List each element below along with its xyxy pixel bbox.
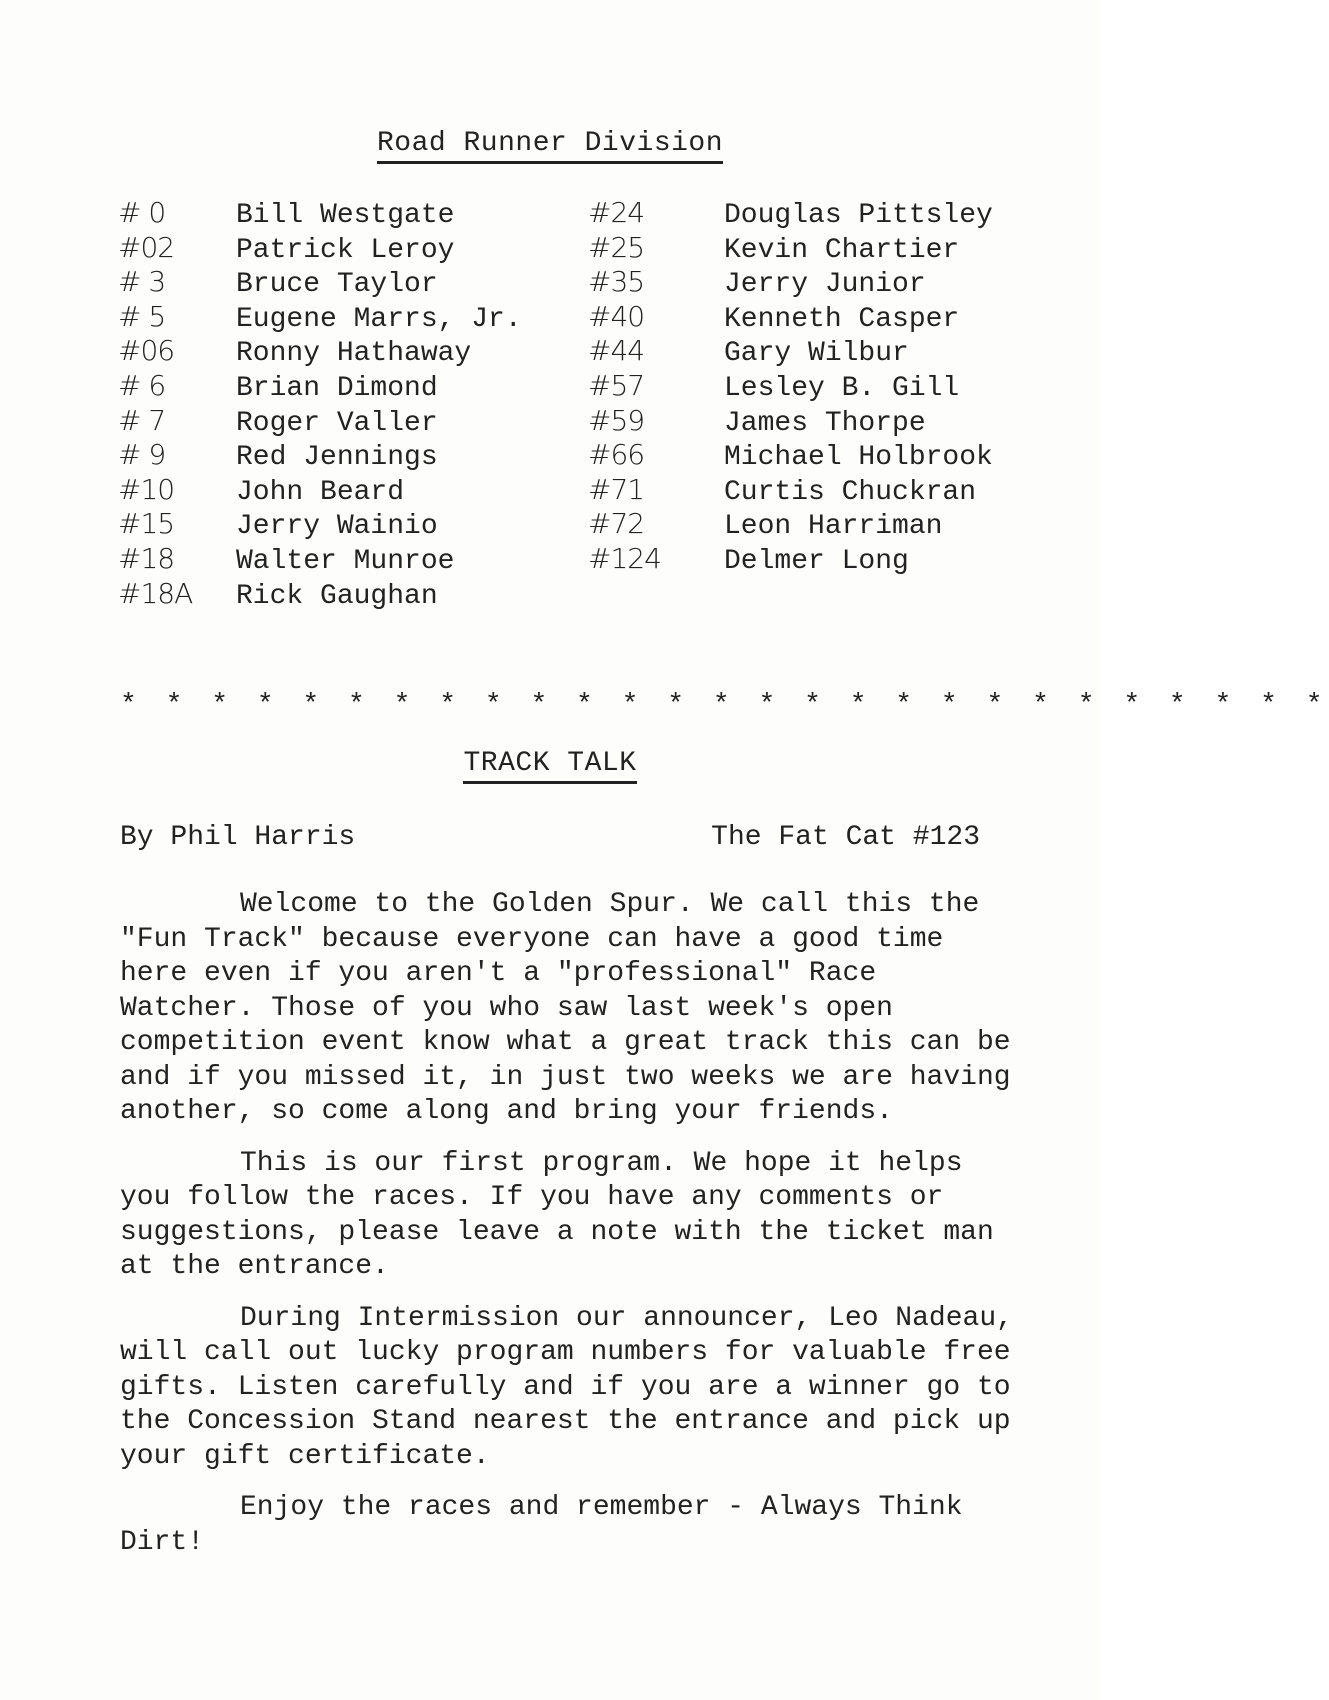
driver-name: Lesley B. Gill	[724, 372, 960, 404]
roster-entry	[588, 369, 993, 404]
driver-name: Curtis Chuckran	[724, 476, 977, 508]
driver-name: James Thorpe	[724, 407, 926, 439]
car-number: #18	[118, 541, 175, 575]
roster-entry	[118, 265, 522, 300]
car-number: #02	[118, 230, 175, 264]
driver-name: Bill Westgate	[236, 200, 455, 231]
car-number: #66	[588, 438, 645, 472]
car-number: #40	[588, 299, 645, 333]
car-number: # 7	[118, 403, 166, 437]
driver-name: Bruce Taylor	[236, 269, 438, 301]
car-number: #15	[118, 507, 175, 541]
roster-entry	[118, 542, 522, 577]
car-number: # 9	[118, 438, 166, 472]
roster-entry	[588, 231, 993, 266]
roster-entry	[118, 438, 522, 473]
driver-name: Rick Gaughan	[236, 580, 438, 612]
driver-name: Eugene Marrs, Jr.	[236, 303, 522, 335]
driver-name: Douglas Pittsley	[724, 200, 993, 231]
track-talk-article	[120, 888, 1020, 1577]
car-number: #71	[588, 472, 645, 506]
car-number: #18A	[118, 576, 193, 610]
roster-entry	[588, 334, 993, 369]
roster-right-column	[588, 196, 993, 577]
driver-name: John Beard	[236, 476, 405, 508]
car-number: #35	[588, 265, 645, 299]
roster-entry	[118, 369, 522, 404]
car-number: #25	[588, 230, 645, 264]
driver-name: Jerry Wainio	[236, 511, 438, 543]
division-title-text: Road Runner Division	[377, 128, 723, 164]
driver-name: Brian Dimond	[236, 372, 438, 404]
driver-name: Roger Valler	[236, 407, 438, 439]
roster-entry	[588, 473, 993, 508]
article-paragraph: During Intermission our announcer, Leo Nadeau, will call out lucky program numbers for valuable free gifts. Listen carefully and if you are a winner go to the Concession Stand nearest the entrance and pick up your gift certificate.	[120, 1302, 1013, 1472]
driver-name: Jerry Junior	[724, 269, 926, 301]
car-number: #24	[588, 196, 645, 229]
car-number: #72	[588, 507, 645, 541]
driver-name: Ronny Hathaway	[236, 338, 472, 370]
roster-entry	[118, 577, 522, 612]
driver-name: Patrick Leroy	[236, 234, 455, 266]
driver-name: Michael Holbrook	[724, 442, 993, 474]
driver-name: Walter Munroe	[236, 545, 455, 577]
car-number: #10	[118, 472, 175, 506]
car-number: # 3	[118, 265, 166, 299]
car-number: #06	[118, 334, 175, 368]
car-number: # 6	[118, 368, 166, 402]
track-talk-title-text: TRACK TALK	[463, 748, 636, 784]
roster-entry	[118, 507, 522, 542]
roster-entry	[588, 542, 993, 577]
car-number: # 5	[118, 299, 166, 333]
car-number: #59	[588, 403, 645, 437]
roster-entry	[118, 300, 522, 335]
roster-entry	[118, 196, 522, 231]
driver-name: Kevin Chartier	[724, 234, 960, 266]
author: By Phil Harris	[120, 822, 356, 853]
roster-entry	[588, 265, 993, 300]
car-number: # 0	[118, 196, 166, 229]
roster-entry	[588, 404, 993, 439]
article-paragraph: This is our first program. We hope it helps you follow the races. If you have any comments or suggestions, please leave a note with the ticket man at the entrance.	[120, 1147, 994, 1282]
roster-entry	[118, 473, 522, 508]
roster-entry	[118, 231, 522, 266]
roster-entry	[588, 300, 993, 335]
car-number: #124	[588, 541, 661, 575]
article-paragraph: Enjoy the races and remember - Always Think Dirt!	[120, 1492, 963, 1558]
driver-name: Delmer Long	[724, 545, 909, 577]
roster-entry	[588, 507, 993, 542]
section-separator: * * * * * * * * * * * * * * * * * * * * * * * * * * *	[120, 690, 1329, 721]
signature: The Fat Cat #123	[711, 822, 980, 853]
driver-name: Red Jennings	[236, 442, 438, 474]
article-paragraph: Welcome to the Golden Spur. We call this the "Fun Track" because everyone can have a good time here even if you aren't a "professional" Race Watcher. Those of you who saw last week's open competition event know what a great track this can be and if you missed it, in just two weeks we are having another, so come along and bring your friends.	[120, 889, 1011, 1127]
roster-entry	[118, 404, 522, 439]
roster-left-column	[118, 196, 522, 611]
driver-name: Leon Harriman	[724, 511, 943, 543]
driver-name: Gary Wilbur	[724, 338, 909, 370]
car-number: #44	[588, 334, 645, 368]
driver-name: Kenneth Casper	[724, 303, 960, 335]
track-talk-title	[0, 748, 1100, 779]
roster-entry	[588, 438, 993, 473]
roster-entry	[588, 196, 993, 231]
division-title	[0, 128, 1100, 159]
car-number: #57	[588, 368, 645, 402]
roster-entry	[118, 334, 522, 369]
